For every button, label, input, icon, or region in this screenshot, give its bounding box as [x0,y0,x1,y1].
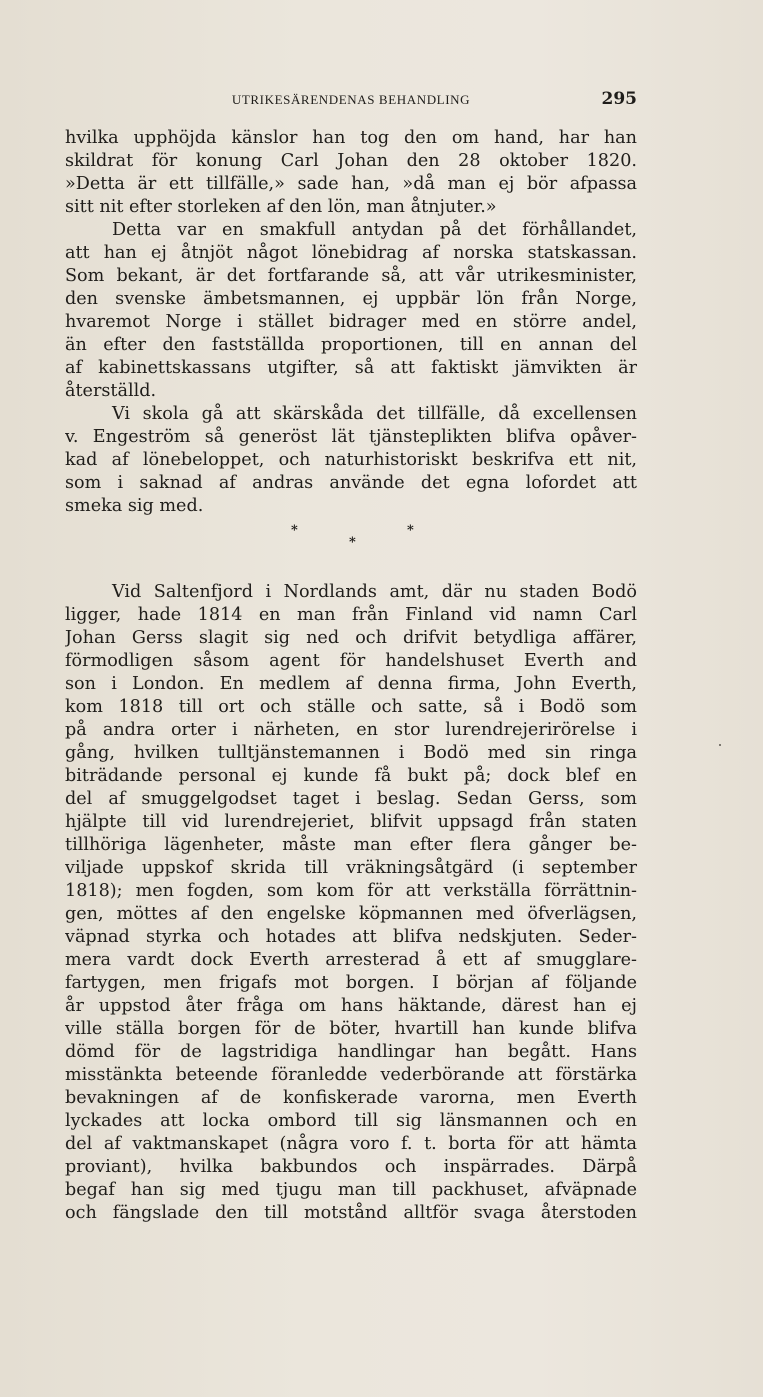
text-line: gång, hvilken tulltjänstemannen i Bodö med sin ringa [65,743,637,763]
text-line: Johan Gerss slagit sig ned och drifvit betydliga affärer, [65,628,637,648]
separator-star-left: * [291,523,298,538]
text-block-upper [65,127,637,518]
text-line: ligger, hade 1814 en man från Finland vid namn Carl [65,605,637,625]
text-line: som i saknad af andras använde det egna lofordet att [65,473,637,493]
text-line: Som bekant, är det fortfarande så, att vår utrikesminister, [65,266,637,286]
running-header [65,89,637,111]
text-line: hvilka upphöjda känslor han tog den om hand, har han [65,128,637,148]
text-line: Vi skola gå att skärskåda det tillfälle, då excellensen [112,404,637,424]
text-line: än efter den fastställda proportionen, till en annan del [65,335,637,355]
text-line: på andra orter i närheten, en stor lurendrejerirörelse i [65,720,637,740]
text-line: dömd för de lagstridiga handlingar han begått. Hans [65,1042,637,1062]
text-line: biträdande personal ej kunde få bukt på; dock blef en [65,766,637,786]
text-line: mera vardt dock Everth arresterad å ett af smugglare- [65,950,637,970]
text-line: hjälpte till vid lurendrejeriet, blifvit uppsagd från staten [65,812,637,832]
paragraph [65,219,637,403]
separator-star-right: * [407,523,414,538]
text-block-lower [65,581,637,1225]
paragraph [65,127,637,219]
text-line: tillhöriga lägenheter, måste man efter flera gånger be- [65,835,637,855]
page-number: 295 [601,89,637,109]
text-line: v. Engeström så generöst lät tjänsteplikten blifva opåver- [65,427,637,447]
text-line: kom 1818 till ort och ställe och satte, så i Bodö som [65,697,637,717]
text-line: gen, möttes af den engelske köpmannen med öfverlägsen, [65,904,637,924]
text-line: väpnad styrka och hotades att blifva nedskjuten. Seder- [65,927,637,947]
text-line: begaf han sig med tjugu man till packhuset, afväpnade [65,1180,637,1200]
text-line: den svenske ämbetsmannen, ej uppbär lön från Norge, [65,289,637,309]
running-title: UTRIKESÄRENDENAS BEHANDLING [231,92,471,107]
text-line: att han ej åtnjöt något lönebidrag af norska statskassan. [65,243,637,263]
paper-speck [719,744,721,746]
text-line: af kabinettskassans utgifter, så att faktiskt jämvikten är [65,358,637,378]
text-line: 1818); men fogden, som kom för att verkställa förrättnin- [65,881,637,901]
text-line: och fängslade den till motstånd alltför svaga återstoden [65,1203,637,1223]
text-line: förmodligen såsom agent för handelshuset Everth and [65,651,637,671]
separator-star-center: * [349,535,356,550]
text-line: Vid Saltenfjord i Nordlands amt, där nu staden Bodö [112,582,637,602]
text-line: lyckades att locka ombord till sig länsmannen och en [65,1111,637,1131]
text-line: del af smuggelgodset taget i beslag. Sedan Gerss, som [65,789,637,809]
text-line: år uppstod åter fråga om hans häktande, därest han ej [65,996,637,1016]
text-line: Detta var en smakfull antydan på det förhållandet, [112,220,637,240]
text-line: »Detta är ett tillfälle,» sade han, »då man ej bör afpassa [65,174,637,194]
section-separator [0,523,763,553]
text-line: fartygen, men frigafs mot borgen. I början af följande [65,973,637,993]
text-line: ville ställa borgen för de böter, hvartill han kunde blifva [65,1019,637,1039]
text-line: kad af lönebeloppet, och naturhistoriskt beskrifva ett nit, [65,450,637,470]
text-line: misstänkta beteende föranledde vederbörande att förstärka [65,1065,637,1085]
text-line: hvaremot Norge i stället bidrager med en större andel, [65,312,637,332]
paragraph [65,581,637,1225]
text-line: skildrat för konung Carl Johan den 28 oktober 1820. [65,151,637,171]
text-line: son i London. En medlem af denna firma, John Everth, [65,674,637,694]
text-line: sitt nit efter storleken af den lön, man åtnjuter.» [65,197,497,217]
paragraph [65,403,637,518]
text-line: del af vaktmanskapet (några voro f. t. borta för att hämta [65,1134,637,1154]
text-line: proviant), hvilka bakbundos och inspärrades. Därpå [65,1157,637,1177]
text-line: återställd. [65,381,157,401]
text-line: viljade uppskof skrida till vräkningsåtgärd (i september [65,858,637,878]
text-line: smeka sig med. [65,496,204,516]
text-line: bevakningen af de konfiskerade varorna, men Everth [65,1088,637,1108]
